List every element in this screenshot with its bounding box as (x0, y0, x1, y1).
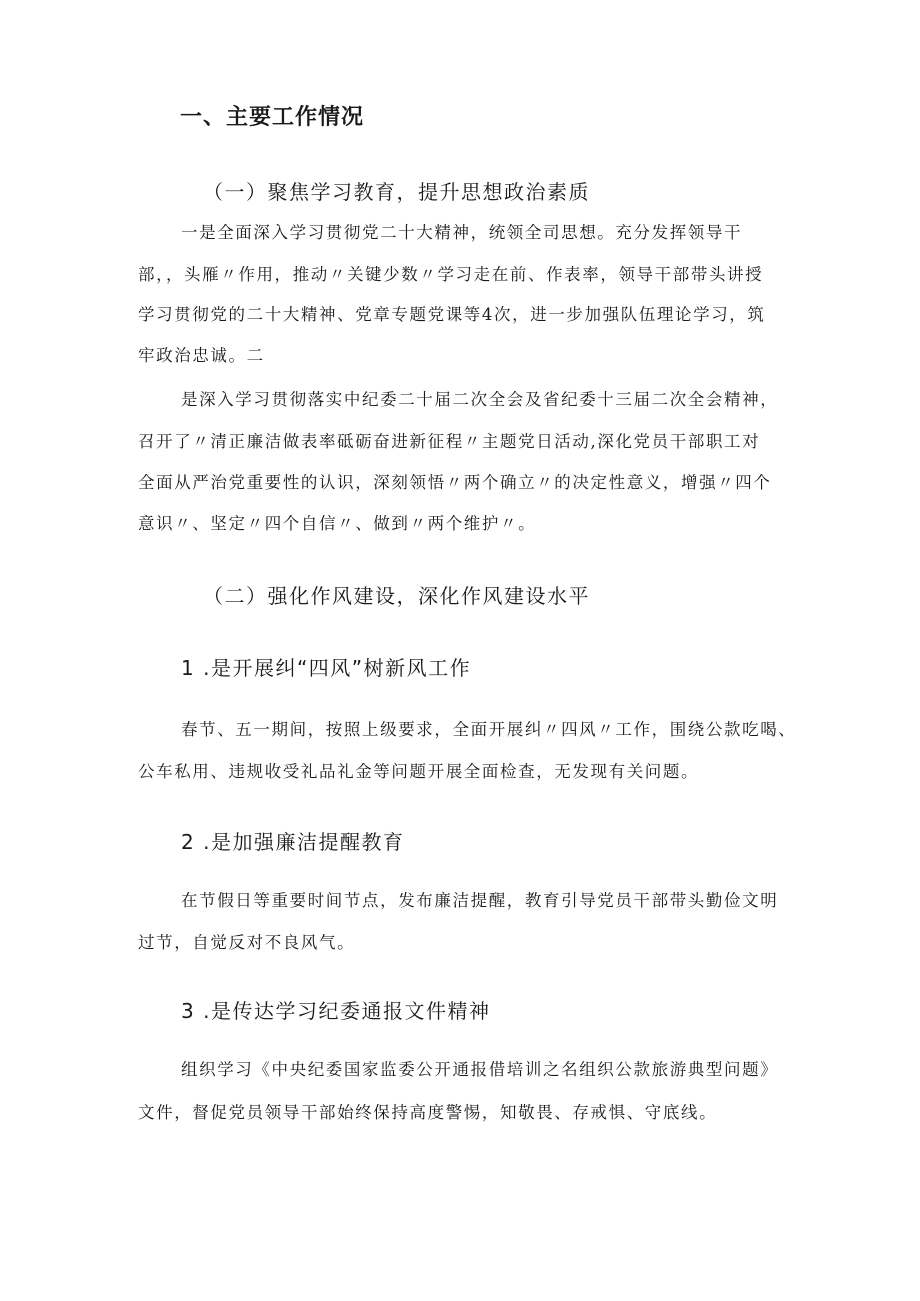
paragraph-line: 意识〃、坚定〃四个自信〃、做到〃两个维护〃。 (138, 514, 537, 533)
paragraph-line: 牢政治忠诚。二 (138, 346, 265, 365)
paragraph-line: 组织学习《中央纪委国家监委公开通报借培训之名组织公款旅游典型问题》 (181, 1060, 779, 1079)
subsection-title-1: （一）聚焦学习教育，提升思想政治素质 (203, 180, 590, 204)
section-title: 一、主要工作情况 (180, 105, 365, 130)
paragraph-line: 是深入学习贯彻落实中纪委二十届二次全会及省纪委十三届二次全会精神， (181, 390, 779, 409)
paragraph-line: 春节、五一期间，按照上级要求，全面开展纠〃四风〃工作，围绕公款吃喝、 (181, 720, 797, 739)
paragraph-line: 学习贯彻党的二十大精神、党章专题党课等4次，进一步加强队伍理论学习，筑 (138, 305, 766, 324)
paragraph-line: 部，，头雁〃作用，推动〃关键少数〃学习走在前、作表率，领导干部带头讲授 (138, 265, 764, 284)
paragraph-line: 在节假日等重要时间节点，发布廉洁提醒，教育引导党员干部带头勤俭文明 (181, 891, 779, 910)
item-heading-3: 3 .是传达学习纪委通报文件精神 (181, 999, 491, 1023)
item-heading-1: 1 .是开展纠“四风”树新风工作 (181, 656, 472, 680)
paragraph-line: 过节，自觉反对不良风气。 (138, 933, 356, 952)
paragraph-line: 公车私用、违规收受礼品礼金等问题开展全面检查，无发现有关问题。 (138, 762, 700, 781)
item-heading-2: 2 .是加强廉洁提醒教育 (181, 830, 405, 854)
paragraph-line: 一是全面深入学习贯彻党二十大精神，统领全司思想。充分发挥领导干 (181, 223, 743, 242)
subsection-title-2: （二）强化作风建设，深化作风建设水平 (203, 584, 590, 608)
paragraph-line: 召开了〃清正廉洁做表率砥砺奋进新征程〃主题党日活动,深化党员干部职工对 (138, 432, 761, 451)
paragraph-line: 文件，督促党员领导干部始终保持高度警惕，知敬畏、存戒惧、守底线。 (138, 1103, 718, 1122)
paragraph-line: 全面从严治党重要性的认识，深刻领悟〃两个确立〃的决定性意义，增强〃四个 (138, 473, 772, 492)
